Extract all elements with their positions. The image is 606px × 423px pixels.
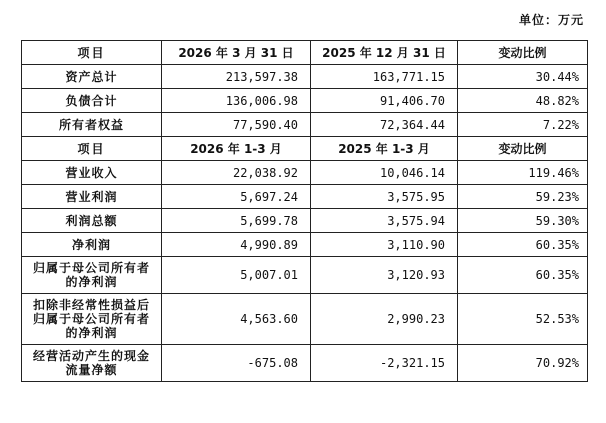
current-value: 5,007.01 xyxy=(162,257,311,294)
column-header-prior-period: 2025 年 12 月 31 日 xyxy=(311,41,458,65)
current-value: 213,597.38 xyxy=(162,65,311,89)
change-ratio: 60.35% xyxy=(458,233,588,257)
row-label: 净利润 xyxy=(22,233,162,257)
prior-value: 3,110.90 xyxy=(311,233,458,257)
current-value: 5,699.78 xyxy=(162,209,311,233)
column-header-item: 项目 xyxy=(22,41,162,65)
table-row xyxy=(22,233,588,257)
column-header-prior-period: 2025 年 1-3 月 xyxy=(311,137,458,161)
change-ratio: 52.53% xyxy=(458,294,588,345)
header-row-income xyxy=(22,137,588,161)
change-ratio: 30.44% xyxy=(458,65,588,89)
prior-value: 91,406.70 xyxy=(311,89,458,113)
current-value: 4,990.89 xyxy=(162,233,311,257)
change-ratio: 59.23% xyxy=(458,185,588,209)
current-value: -675.08 xyxy=(162,345,311,382)
prior-value: 3,120.93 xyxy=(311,257,458,294)
row-label: 资产总计 xyxy=(22,65,162,89)
column-header-current-period: 2026 年 1-3 月 xyxy=(162,137,311,161)
change-ratio: 48.82% xyxy=(458,89,588,113)
change-ratio: 119.46% xyxy=(458,161,588,185)
unit-label: 单位：万元 xyxy=(518,13,584,27)
row-label: 营业利润 xyxy=(22,185,162,209)
column-header-current-period: 2026 年 3 月 31 日 xyxy=(162,41,311,65)
table-row xyxy=(22,257,588,294)
current-value: 22,038.92 xyxy=(162,161,311,185)
row-label: 归属于母公司所有者的净利润 xyxy=(22,257,162,294)
prior-value: 2,990.23 xyxy=(311,294,458,345)
current-value: 136,006.98 xyxy=(162,89,311,113)
row-label: 利润总额 xyxy=(22,209,162,233)
prior-value: 163,771.15 xyxy=(311,65,458,89)
row-label: 扣除非经常性损益后归属于母公司所有者的净利润 xyxy=(22,294,162,345)
prior-value: 72,364.44 xyxy=(311,113,458,137)
prior-value: 10,046.14 xyxy=(311,161,458,185)
change-ratio: 60.35% xyxy=(458,257,588,294)
table-row xyxy=(22,345,588,382)
current-value: 77,590.40 xyxy=(162,113,311,137)
column-header-change-ratio: 变动比例 xyxy=(458,137,588,161)
row-label: 经营活动产生的现金流量净额 xyxy=(22,345,162,382)
current-value: 5,697.24 xyxy=(162,185,311,209)
row-label: 所有者权益 xyxy=(22,113,162,137)
change-ratio: 59.30% xyxy=(458,209,588,233)
table-row xyxy=(22,113,588,137)
row-label: 营业收入 xyxy=(22,161,162,185)
change-ratio: 7.22% xyxy=(458,113,588,137)
table-row xyxy=(22,161,588,185)
prior-value: 3,575.94 xyxy=(311,209,458,233)
header-row-balance xyxy=(22,41,588,65)
table-row xyxy=(22,209,588,233)
column-header-item: 项目 xyxy=(22,137,162,161)
row-label: 负债合计 xyxy=(22,89,162,113)
prior-value: 3,575.95 xyxy=(311,185,458,209)
change-ratio: 70.92% xyxy=(458,345,588,382)
column-header-change-ratio: 变动比例 xyxy=(458,41,588,65)
table-row xyxy=(22,89,588,113)
financial-summary-table xyxy=(21,40,588,382)
prior-value: -2,321.15 xyxy=(311,345,458,382)
current-value: 4,563.60 xyxy=(162,294,311,345)
table-row xyxy=(22,65,588,89)
table-row xyxy=(22,185,588,209)
table-row xyxy=(22,294,588,345)
